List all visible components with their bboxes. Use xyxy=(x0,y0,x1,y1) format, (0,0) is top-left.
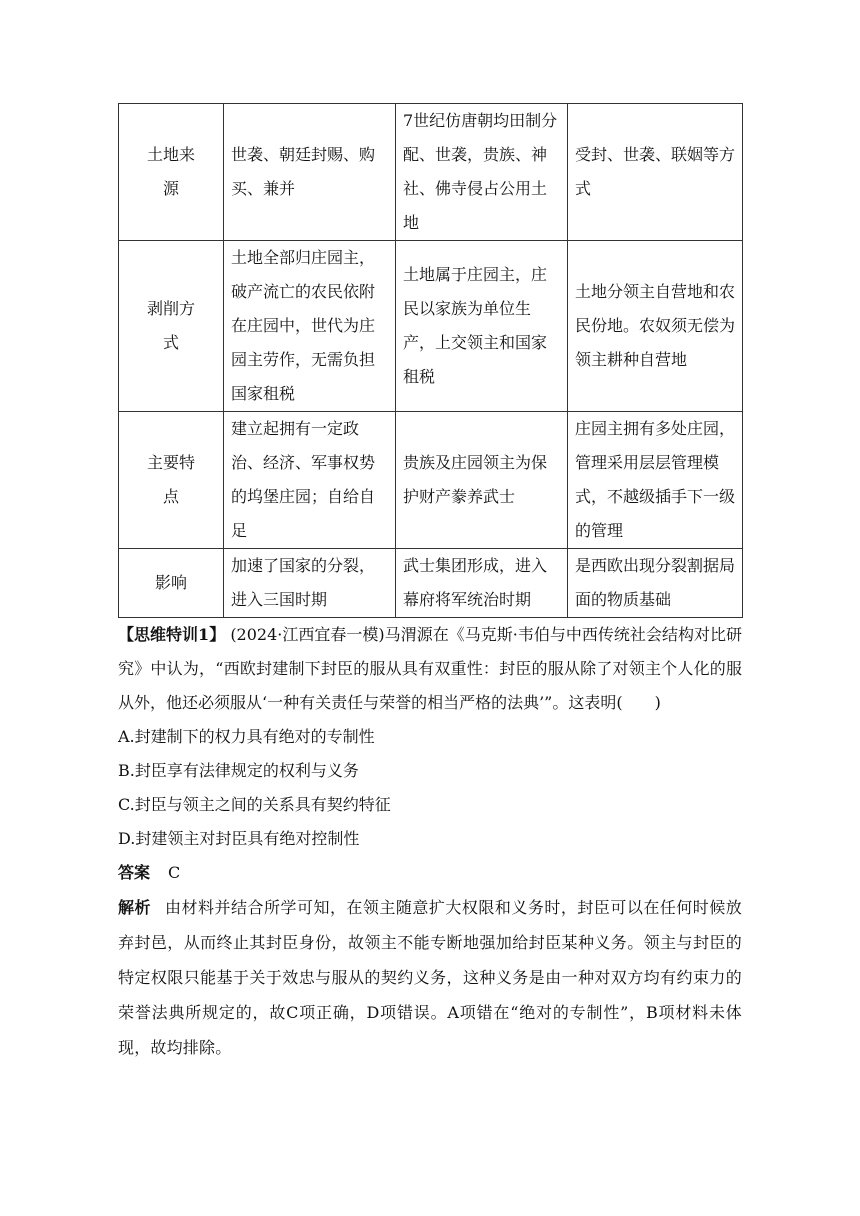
answer-line xyxy=(118,856,742,890)
analysis-paragraph xyxy=(118,890,742,1065)
table-cell: 受封、世袭、联姻等方式 xyxy=(568,104,743,241)
table-cell: 7世纪仿唐朝均田制分配、世袭，贵族、神社、佛寺侵占公用土地 xyxy=(396,104,568,241)
table-row xyxy=(119,241,743,412)
question-text: (2024·江西宜春一模)马渭源在《马克斯·韦伯与中西传统社会结构对比研究》中认为，“西欧封建制下封臣的服从具有双重性：封臣的服从除了对领主个人化的服从外，他还必须服从‘一种有关责任与荣誉的相当严格的法典’”。这表明( ) xyxy=(118,625,742,712)
question-tag: 【思维特训1】 xyxy=(118,625,226,644)
option-b: B.封臣享有法律规定的权利与义务 xyxy=(118,761,359,780)
table-cell: 建立起拥有一定政治、经济、军事权势的坞堡庄园；自给自足 xyxy=(224,412,396,549)
comparison-table xyxy=(118,103,743,618)
table-cell: 加速了国家的分裂，进入三国时期 xyxy=(224,549,396,618)
table-row xyxy=(119,549,743,618)
table-cell: 世袭、朝廷封赐、购买、兼并 xyxy=(224,104,396,241)
table-cell: 庄园主拥有多处庄园，管理采用层层管理模式，不越级插手下一级的管理 xyxy=(568,412,743,549)
answer-value: C xyxy=(168,863,181,882)
row-header-land-source: 土地来源 xyxy=(119,104,224,241)
table-row xyxy=(119,412,743,549)
question-stem xyxy=(118,618,742,720)
analysis-label: 解析 xyxy=(118,898,151,917)
table-cell: 土地全部归庄园主，破产流亡的农民依附在庄园中，世代为庄园主劳作，无需负担国家租税 xyxy=(224,241,396,412)
row-header-features: 主要特点 xyxy=(119,412,224,549)
option-c: C.封臣与领主之间的关系具有契约特征 xyxy=(118,795,391,814)
analysis-text: 由材料并结合所学可知，在领主随意扩大权限和义务时，封臣可以在任何时候放弃封邑，从而终止其封臣身份，故领主不能专断地强加给封臣某种义务。领主与封臣的特定权限只能基于关于效忠与服从的契约义务，这种义务是由一种对双方均有约束力的荣誉法典所规定的，故C项正确，D项错误。A项错在“绝对的专制性”，B项材料未体现，故均排除。 xyxy=(118,898,742,1057)
row-header-exploitation: 剥削方式 xyxy=(119,241,224,412)
table-cell: 土地属于庄园主，庄民以家族为单位生产，上交领主和国家租税 xyxy=(396,241,568,412)
table-row xyxy=(119,104,743,241)
table-cell: 土地分领主自营地和农民份地。农奴须无偿为领主耕种自营地 xyxy=(568,241,743,412)
row-header-impact: 影响 xyxy=(119,549,224,618)
practice-question xyxy=(118,618,742,1065)
table-cell: 贵族及庄园领主为保护财产豢养武士 xyxy=(396,412,568,549)
table-cell: 是西欧出现分裂割据局面的物质基础 xyxy=(568,549,743,618)
table-cell: 武士集团形成，进入幕府将军统治时期 xyxy=(396,549,568,618)
answer-label: 答案 xyxy=(118,863,151,882)
option-a: A.封建制下的权力具有绝对的专制性 xyxy=(118,727,375,746)
option-d: D.封建领主对封臣具有绝对控制性 xyxy=(118,829,360,848)
